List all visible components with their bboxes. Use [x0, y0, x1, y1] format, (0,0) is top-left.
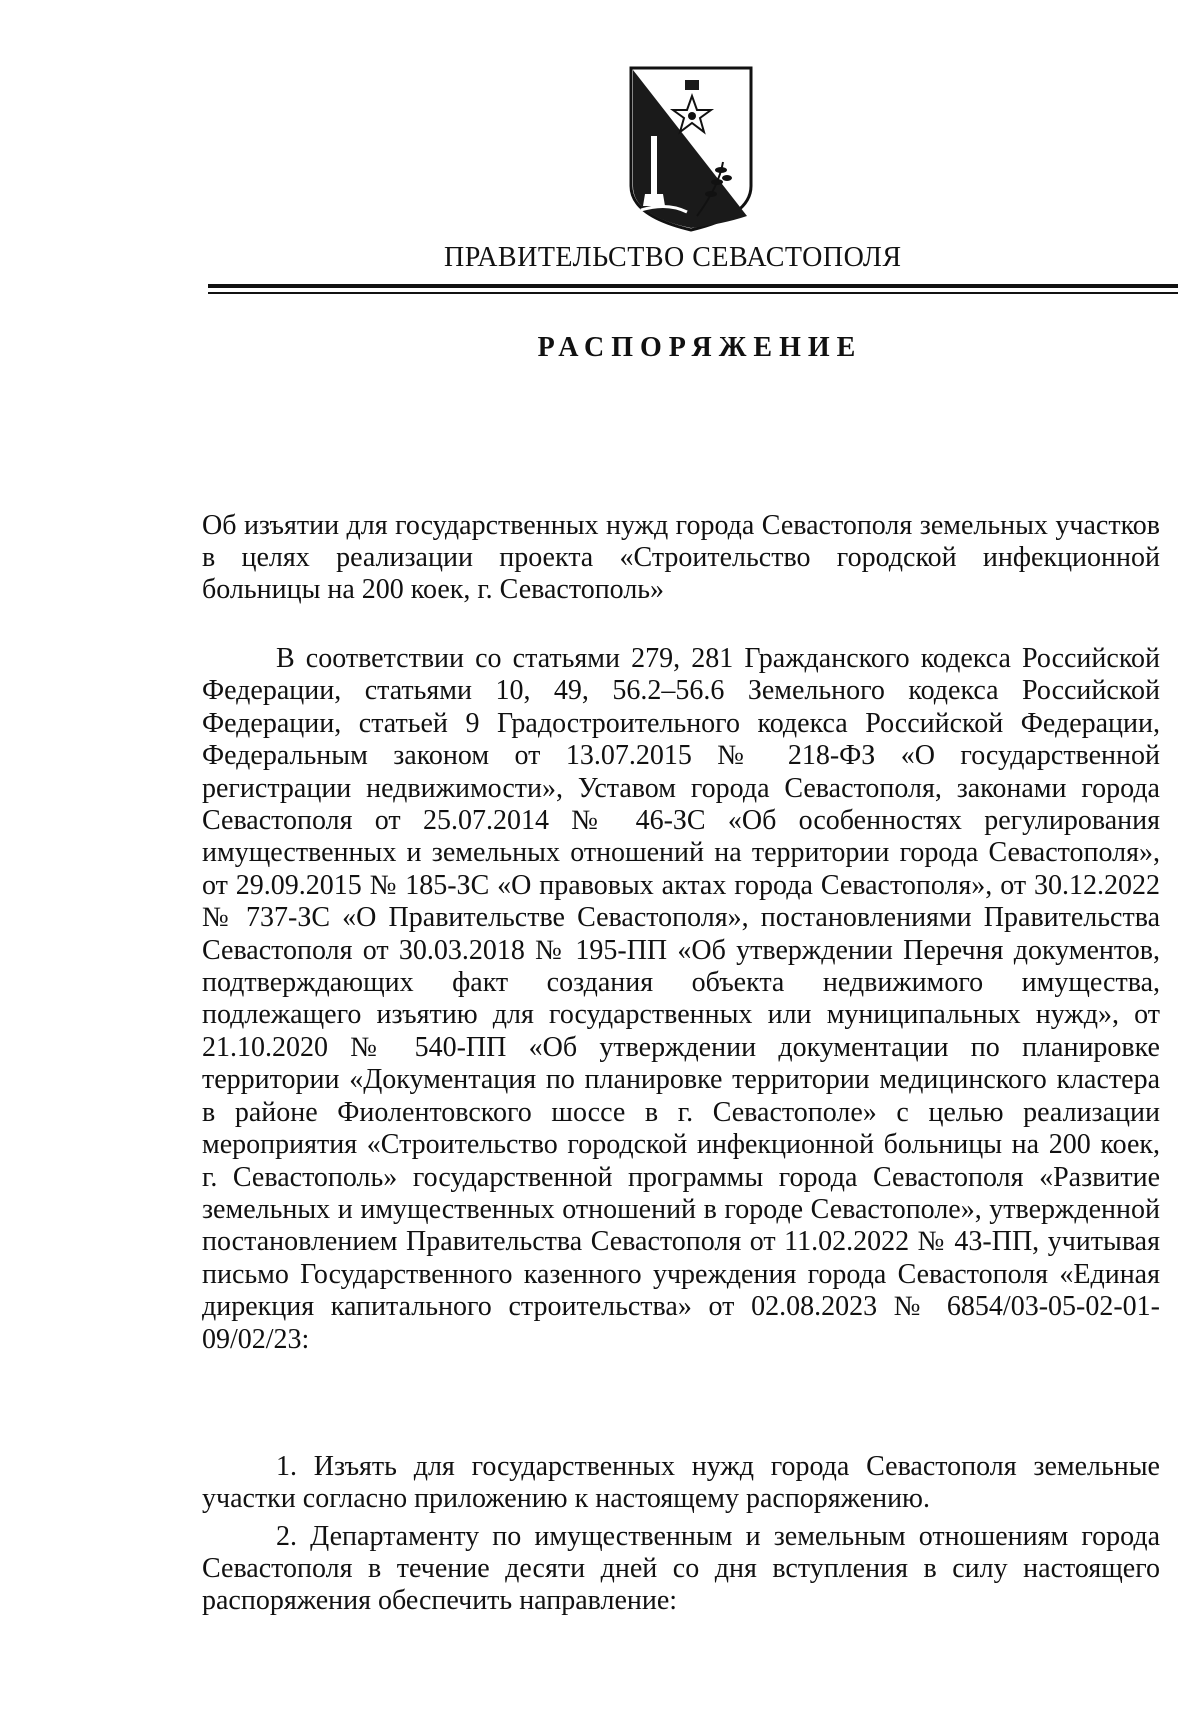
resolution-item-2: 2. Департаменту по имущественным и земельным отношениям города Севастополя в течение десяти дней со дня вступления в силу настоящего распоряжения обеспечить направление:	[202, 1521, 1160, 1616]
resolution-item-1: 1. Изъять для государственных нужд города Севастополя земельные участки согласно приложению к настоящему распоряжению.	[202, 1451, 1160, 1514]
preamble-paragraph: В соответствии со статьями 279, 281 Гражданского кодекса Российской Федерации, статьями 10, 49, 56.2–56.6 Земельного кодекса Российской Федерации, статьей 9 Градостроительного кодекса Российской Федерации, Федеральным законом от 13.07.2015 № 218-ФЗ «О государственной регистрации недвижимости», Уставом города Севастополя, законами города Севастополя от 25.07.2014 № 46-ЗС «Об особенностях регулирования имущественных и земельных отношений на территории города Севастополя», от 29.09.2015 № 185-ЗС «О правовых актах города Севастополя», от 30.12.2022 № 737-ЗС «О Правительстве Севастополя», постановлениями Правительства Севастополя от 30.03.2018 № 195-ПП «Об утверждении Перечня документов, подтверждающих факт создания объекта недвижимого имущества, подлежащего изъятию для государственных или муниципальных нужд», от 21.10.2020 № 540-ПП «Об утверждении документации по планировке территории «Документация по планировке территории медицинского кластера в районе Фиолентовского шоссе в г. Севастополе» с целью реализации мероприятия «Строительство городской инфекционной больницы на 200 коек, г. Севастополь» государственной программы города Севастополя «Развитие земельных и имущественных отношений в городе Севастополе», утвержденной постановлением Правительства Севастополя от 11.02.2022 № 43-ПП, учитывая письмо Государственного казенного учреждения города Севастополя «Единая дирекция капитального строительства» от 02.08.2023 № 6854/03-05-02-01-09/02/23:	[202, 643, 1160, 1355]
coat-of-arms-icon	[627, 66, 755, 232]
document-subject: Об изъятии для государственных нужд города Севастополя земельных участков в целях реализации проекта «Строительство городской инфекционной больницы на 200 коек, г. Севастополь»	[202, 510, 1160, 605]
header-divider	[208, 284, 1178, 296]
organization-name: ПРАВИТЕЛЬСТВО СЕВАСТОПОЛЯ	[444, 242, 902, 273]
resolution-items	[202, 1451, 1160, 1623]
document-type-title: РАСПОРЯЖЕНИЕ	[537, 332, 863, 363]
